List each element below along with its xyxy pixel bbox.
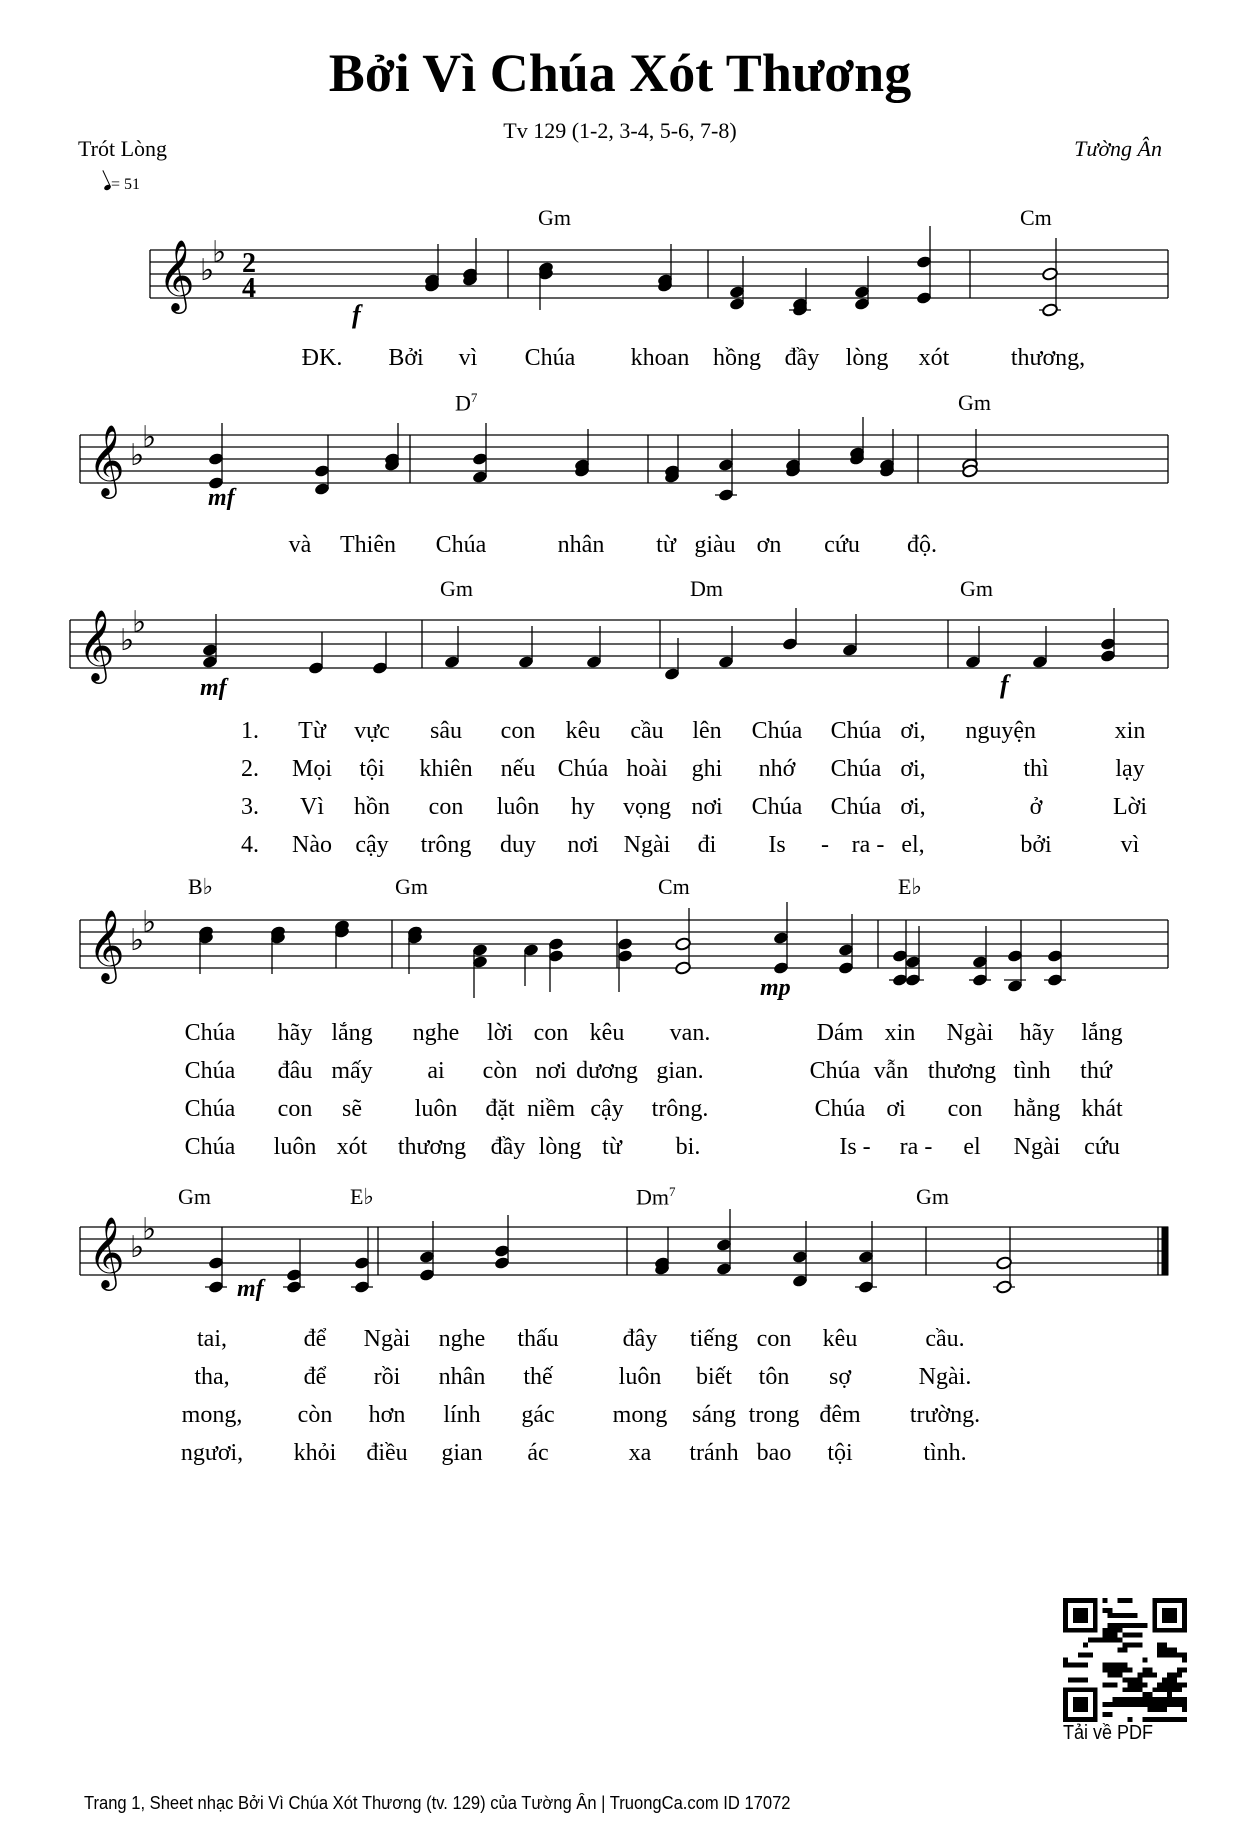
svg-text:♭: ♭ xyxy=(130,1230,145,1265)
chord-symbol: Gm xyxy=(395,874,428,899)
chord-symbol: Cm xyxy=(658,874,690,899)
svg-text:♭: ♭ xyxy=(212,235,227,270)
style-label: Trót Lòng xyxy=(78,136,168,161)
chord-symbol: Gm xyxy=(916,1184,949,1209)
tempo-marking: = 51 xyxy=(104,176,140,194)
dynamic-marking: mf xyxy=(237,1276,264,1302)
chord-symbol: Cm xyxy=(1020,205,1052,230)
svg-text:𝄞: 𝄞 xyxy=(88,1215,125,1288)
svg-text:♭: ♭ xyxy=(142,1212,157,1247)
svg-text:𝄞: 𝄞 xyxy=(88,423,125,496)
svg-text:♭: ♭ xyxy=(132,605,147,640)
dynamic-marking: f xyxy=(352,300,361,329)
chord-symbol: Dm xyxy=(690,576,723,601)
chord-symbol: $D^7$ xyxy=(455,390,478,416)
chord-symbol: E♭ xyxy=(350,1184,374,1209)
svg-text:𝄞: 𝄞 xyxy=(158,238,195,311)
svg-text:4: 4 xyxy=(242,273,256,304)
chord-symbol: Dm$^7$ xyxy=(636,1184,676,1210)
svg-text:♭: ♭ xyxy=(130,438,145,473)
dynamic-marking: mf xyxy=(208,485,235,511)
song-title: Bởi Vì Chúa Xót Thương xyxy=(328,43,912,103)
svg-text:𝄞: 𝄞 xyxy=(78,608,115,681)
psalm-reference: Tv 129 (1-2, 3-4, 5-6, 7-8) xyxy=(503,118,737,143)
chord-symbol: Gm xyxy=(960,576,993,601)
chord-symbol: Gm xyxy=(178,1184,211,1209)
download-pdf-link[interactable]: Tải về PDF xyxy=(1063,1722,1154,1744)
svg-text:♭: ♭ xyxy=(130,923,145,958)
dynamic-marking: f xyxy=(1000,670,1009,699)
svg-text:♭: ♭ xyxy=(120,623,135,658)
chord-symbol: E♭ xyxy=(898,874,922,899)
svg-text:𝄞: 𝄞 xyxy=(88,908,125,981)
page-footer: Trang 1, Sheet nhạc Bởi Vì Chúa Xót Thương (tv. 129) của Tường Ân | TruongCa.com ID 17072 xyxy=(84,1793,791,1813)
svg-text:♭: ♭ xyxy=(200,253,215,288)
chord-symbol: Gm xyxy=(538,205,571,230)
chord-symbol: B♭ xyxy=(188,874,214,899)
dynamic-marking: mf xyxy=(200,675,227,701)
svg-text:2: 2 xyxy=(242,248,256,279)
chord-symbol: Gm xyxy=(958,390,991,415)
chord-symbol: Gm xyxy=(440,576,473,601)
qr-code[interactable] xyxy=(1063,1597,1187,1723)
svg-text:♭: ♭ xyxy=(142,420,157,455)
dynamic-marking: mp xyxy=(760,975,791,1001)
composer-name: Tường Ân xyxy=(1074,136,1162,161)
svg-text:♭: ♭ xyxy=(142,905,157,940)
